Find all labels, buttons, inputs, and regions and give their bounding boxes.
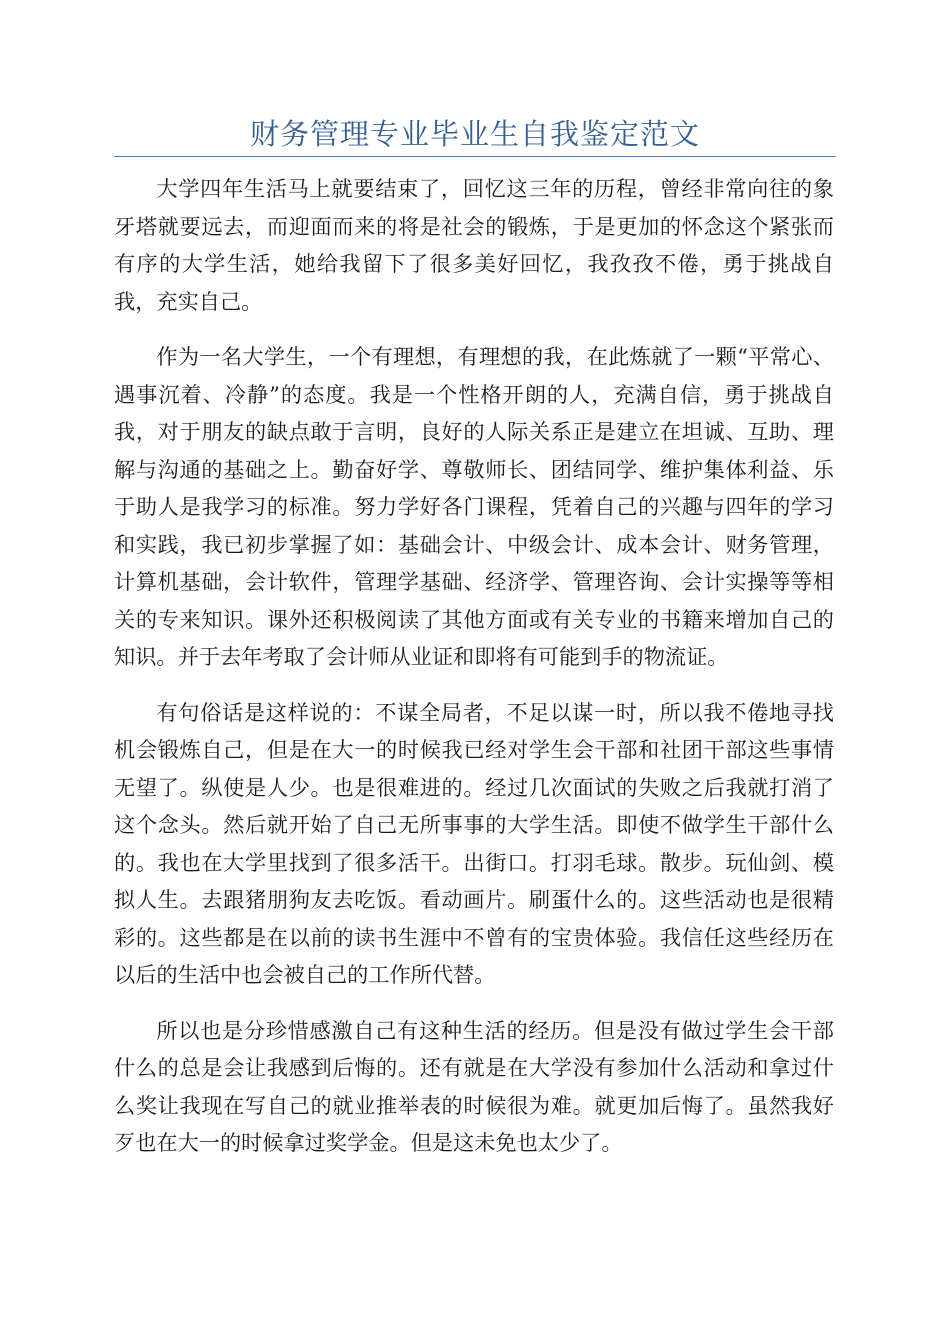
paragraph-4: 所以也是分珍惜感激自己有这种生活的经历。但是没有做过学生会干部什么的总是会让我感到后悔的。还有就是在大学没有参加什么活动和拿过什么奖让我现在写自己的就业推举表的时候很为难。就更加后悔了。虽然我好歹也在大一的时候拿过奖学金。但是这未免也太少了。 bbox=[114, 1017, 834, 1155]
paragraph-1: 大学四年生活马上就要结束了，回忆这三年的历程，曾经非常向往的象牙塔就要远去，而迎面而来的将是社会的锻炼，于是更加的怀念这个紧张而有序的大学生活，她给我留下了很多美好回忆，我孜孜不倦，勇于挑战自我，充实自己。 bbox=[114, 176, 834, 314]
paragraph-2: 作为一名大学生，一个有理想，有理想的我，在此炼就了一颗“平常心、遇事沉着、冷静”的态度。我是一个性格开朗的人，充满自信，勇于挑战自我，对于朋友的缺点敢于言明，良好的人际关系正是建立在坦诚、互助、理解与沟通的基础之上。勤奋好学、尊敬师长、团结同学、维护集体利益、乐于助人是我学习的标准。努力学好各门课程，凭着自己的兴趣与四年的学习和实践，我已初步掌握了如：基础会计、中级会计、成本会计、财务管理，计算机基础，会计软件，管理学基础、经济学、管理咨询、会计实操等等相关的专来知识。课外还积极阅读了其他方面或有关专业的书籍来增加自己的知识。并于去年考取了会计师从业证和即将有可能到手的物流证。 bbox=[114, 344, 834, 669]
document-title: 财务管理专业毕业生自我鉴定范文 bbox=[249, 117, 700, 151]
document-body bbox=[114, 170, 834, 1180]
title-block bbox=[114, 112, 836, 157]
paragraph-3: 有句俗话是这样说的：不谋全局者，不足以谋一时，所以我不倦地寻找机会锻炼自己，但是在大一的时候我已经对学生会干部和社团干部这些事情无望了。纵使是人少。也是很难进的。经过几次面试的失败之后我就打消了这个念头。然后就开始了自己无所事事的大学生活。即使不做学生干部什么的。我也在大学里找到了很多活干。出街口。打羽毛球。散步。玩仙剑、模拟人生。去跟猪朋狗友去吃饭。看动画片。刷蛋什么的。这些活动也是很精彩的。这些都是在以前的读书生涯中不曾有的宝贵体验。我信任这些经历在以后的生活中也会被自己的工作所代替。 bbox=[114, 699, 834, 987]
